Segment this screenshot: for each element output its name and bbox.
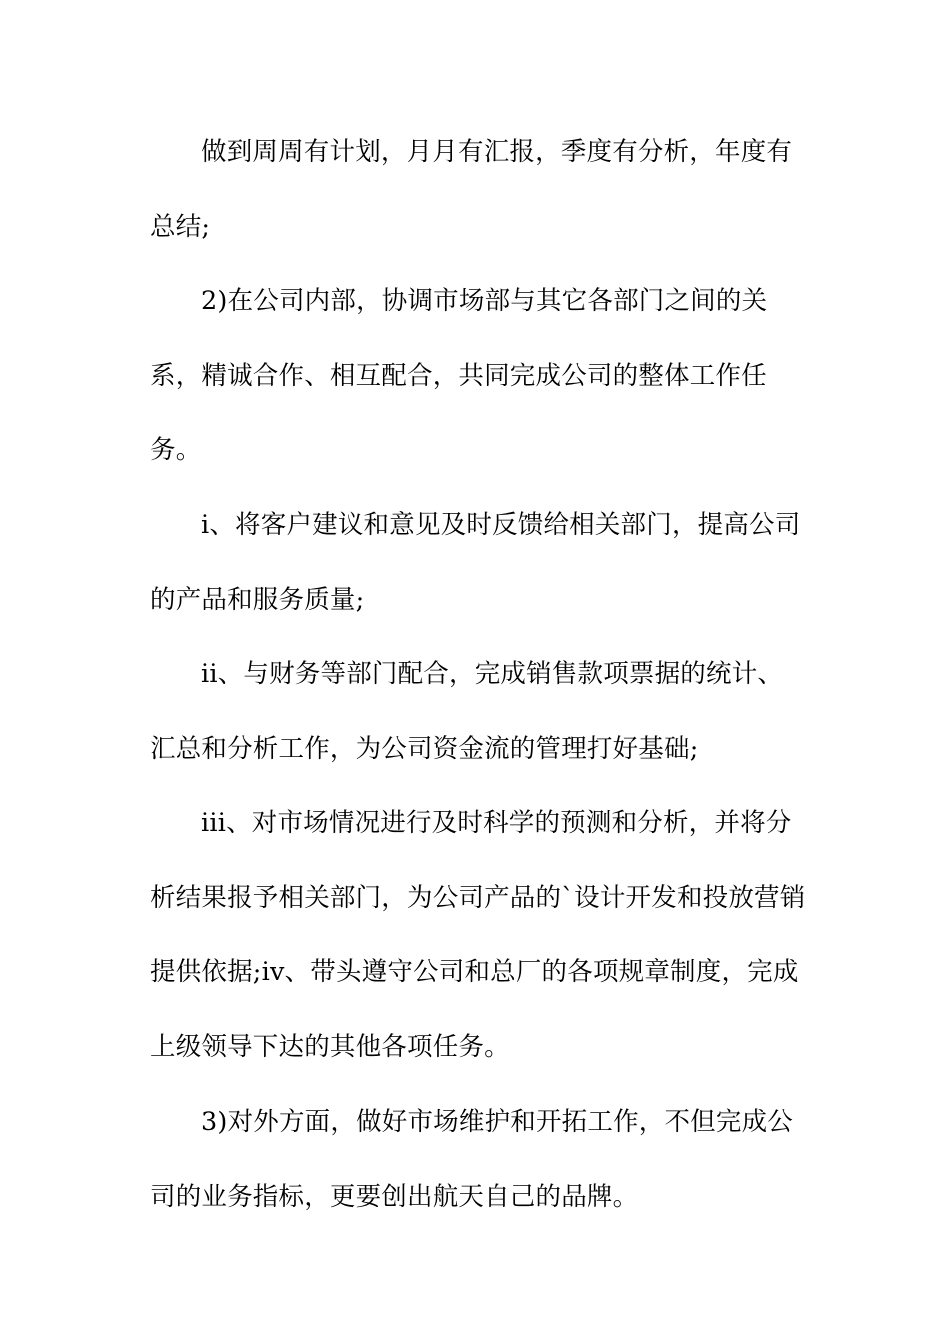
paragraph-item-iii — [150, 786, 806, 1084]
text-line: 做到周周有计划，月月有汇报，季度有分析，年度有 — [201, 137, 793, 167]
text-line: 3)对外方面，做好市场维护和开拓工作，不但完成公 — [201, 1107, 793, 1137]
text-line: 汇总和分析工作，为公司资金流的管理打好基础; — [150, 733, 699, 764]
text-line: 上级领导下达的其他各项任务。 — [150, 1031, 510, 1062]
text-line: 务。 — [150, 435, 202, 465]
paragraph-external-market — [150, 1085, 802, 1234]
text-line: i、将客户建议和意见及时反馈给相关部门，提高公司 — [201, 510, 801, 540]
text-line: 司的业务指标，更要创出航天自己的品牌。 — [150, 1181, 639, 1212]
text-line: iii、对市场情况进行及时科学的预测和分析，并将分 — [201, 808, 792, 838]
text-line: 提供依据;iv、带头遵守公司和总厂的各项规章制度，完成 — [150, 957, 799, 987]
text-line: 析结果报予相关部门，为公司产品的`设计开发和投放营销 — [150, 882, 806, 913]
text-line: 总结; — [150, 211, 211, 242]
paragraph-item-i — [150, 488, 802, 637]
paragraph-internal-coordination — [150, 264, 802, 488]
text-line: 系，精诚合作、相互配合，共同完成公司的整体工作任 — [150, 360, 767, 391]
text-line: 2)在公司内部，协调市场部与其它各部门之间的关 — [201, 286, 768, 316]
text-line: 的产品和服务质量; — [150, 584, 365, 615]
paragraph-weekly-plan — [150, 115, 802, 264]
text-line: ii、与财务等部门配合，完成销售款项票据的统计、 — [201, 659, 784, 689]
paragraph-item-ii — [150, 637, 802, 786]
